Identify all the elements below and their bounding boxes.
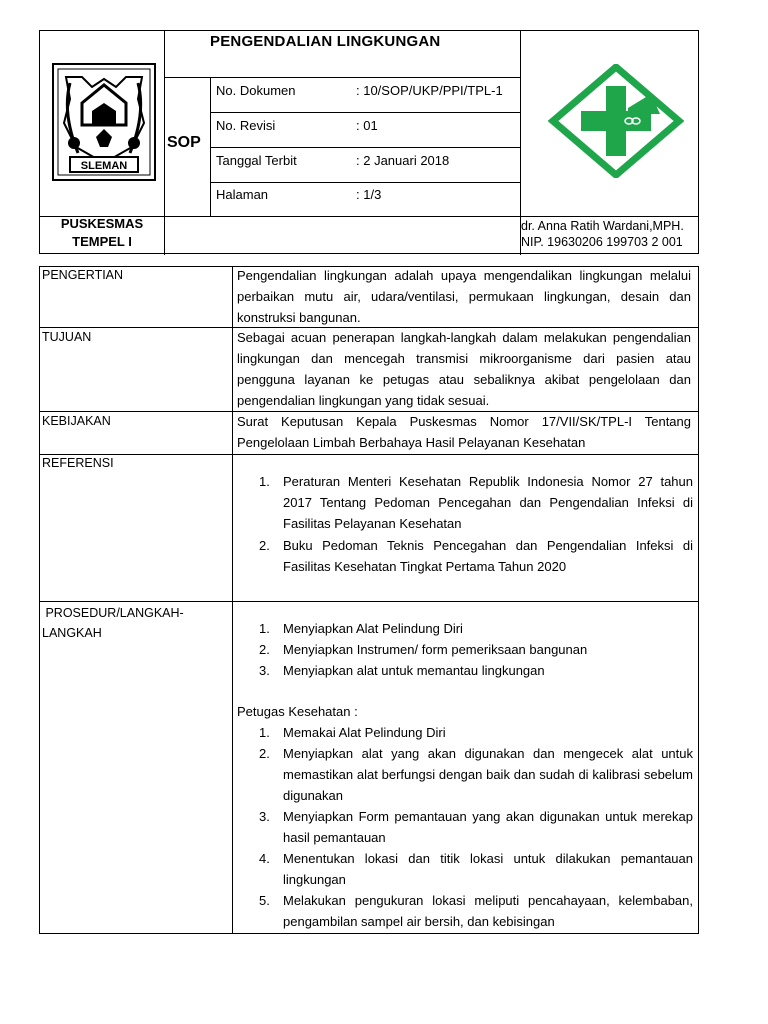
text-tujuan: Sebagai acuan penerapan langkah-langkah dalam melakukan pengendalian lingkungan dan mencegah transmisi mikroorganisme dari pasien atau pengguna layanan ke petugas atau sebaliknya akibat pengelolaan dan pengendalian lingkungan yang tidak sesuai.	[237, 330, 691, 408]
organization-name	[44, 215, 160, 251]
list-item: 1. Peraturan Menteri Kesehatan Republik Indonesia Nomor 27 tahun 2017 Tentang Pedoman Pencegahan dan Pengendalian Infeksi di Fasilitas Pelayanan Kesehatan	[259, 474, 693, 531]
list-item: 4. Menentukan lokasi dan titik lokasi untuk dilakukan pemantauan lingkungan	[259, 851, 693, 887]
label-referensi: REFERENSI	[42, 456, 114, 470]
document-header	[39, 30, 699, 254]
list-prosedur-petugas	[259, 722, 693, 932]
divider	[164, 77, 520, 78]
logo-text: SLEMAN	[80, 160, 128, 172]
list-prosedur-prep	[259, 618, 693, 681]
divider	[210, 147, 520, 148]
list-referensi	[259, 471, 693, 577]
sop-label: SOP	[167, 134, 201, 151]
field-label-no-dokumen: No. Dokumen	[216, 83, 296, 98]
field-label-tanggal-terbit: Tanggal Terbit	[216, 153, 297, 168]
field-value-tanggal-terbit: : 2 Januari 2018	[356, 153, 450, 168]
divider	[40, 601, 698, 602]
label-prosedur-line-1: PROSEDUR/LANGKAH-	[42, 606, 184, 620]
divider	[164, 31, 165, 255]
org-line-1: PUSKESMAS	[60, 216, 144, 231]
org-line-2: TEMPEL I	[72, 234, 132, 249]
signer-block	[521, 218, 684, 250]
signer-nip: NIP. 19630206 199703 2 001	[521, 235, 683, 249]
list-item: 3. Menyiapkan alat untuk memantau lingkungan	[259, 663, 545, 678]
list-item: 3. Menyiapkan Form pemantauan yang akan digunakan untuk merekap hasil pemantauan	[259, 809, 693, 845]
list-item: 2. Buku Pedoman Teknis Pencegahan dan Pengendalian Infeksi di Fasilitas Kesehatan Tingkat Pertama Tahun 2020	[259, 538, 693, 574]
sleman-crest-logo	[52, 63, 156, 181]
signer-name: dr. Anna Ratih Wardani,MPH.	[521, 219, 684, 233]
divider	[210, 112, 520, 113]
puskesmas-logo	[548, 64, 684, 178]
sop-content-table	[39, 266, 699, 934]
label-prosedur	[42, 603, 184, 643]
list-item: 5. Melakukan pengukuran lokasi meliputi pencahayaan, kelembaban, pengambilan sampel air bersih, dan kebisingan	[259, 893, 693, 929]
field-label-no-revisi: No. Revisi	[216, 118, 276, 133]
list-item: 2. Menyiapkan Instrumen/ form pemeriksaan bangunan	[259, 642, 588, 657]
list-item: 1. Memakai Alat Pelindung Diri	[259, 725, 446, 740]
document-title: PENGENDALIAN LINGKUNGAN	[210, 33, 441, 50]
divider	[210, 182, 520, 183]
petugas-label: Petugas Kesehatan :	[237, 704, 358, 719]
label-tujuan: TUJUAN	[42, 330, 92, 344]
field-value-halaman: : 1/3	[356, 187, 382, 202]
text-kebijakan: Surat Keputusan Kepala Puskesmas Nomor 17/VII/SK/TPL-I Tentang Pengelolaan Limbah Berbahaya Hasil Pelayanan Kesehatan	[237, 414, 691, 450]
label-kebijakan: KEBIJAKAN	[42, 414, 111, 428]
field-value-no-dokumen: : 10/SOP/UKP/PPI/TPL-1	[356, 83, 503, 98]
list-item: 1. Menyiapkan Alat Pelindung Diri	[259, 621, 463, 636]
divider	[40, 454, 698, 455]
label-pengertian: PENGERTIAN	[42, 268, 124, 282]
divider	[232, 267, 233, 933]
list-item: 2. Menyiapkan alat yang akan digunakan dan mengecek alat untuk memastikan alat berfungsi dengan baik dan sudah di kalibrasi sebelum digunakan	[259, 746, 693, 803]
field-value-no-revisi: : 01	[356, 118, 378, 133]
label-prosedur-line-2: LANGKAH	[42, 626, 102, 640]
field-label-halaman: Halaman	[216, 187, 269, 202]
text-pengertian: Pengendalian lingkungan adalah upaya mengendalikan lingkungan melalui perbaikan mutu air, udara/ventilasi, permukaan lingkungan, desain dan konstruksi bangunan.	[237, 268, 691, 325]
